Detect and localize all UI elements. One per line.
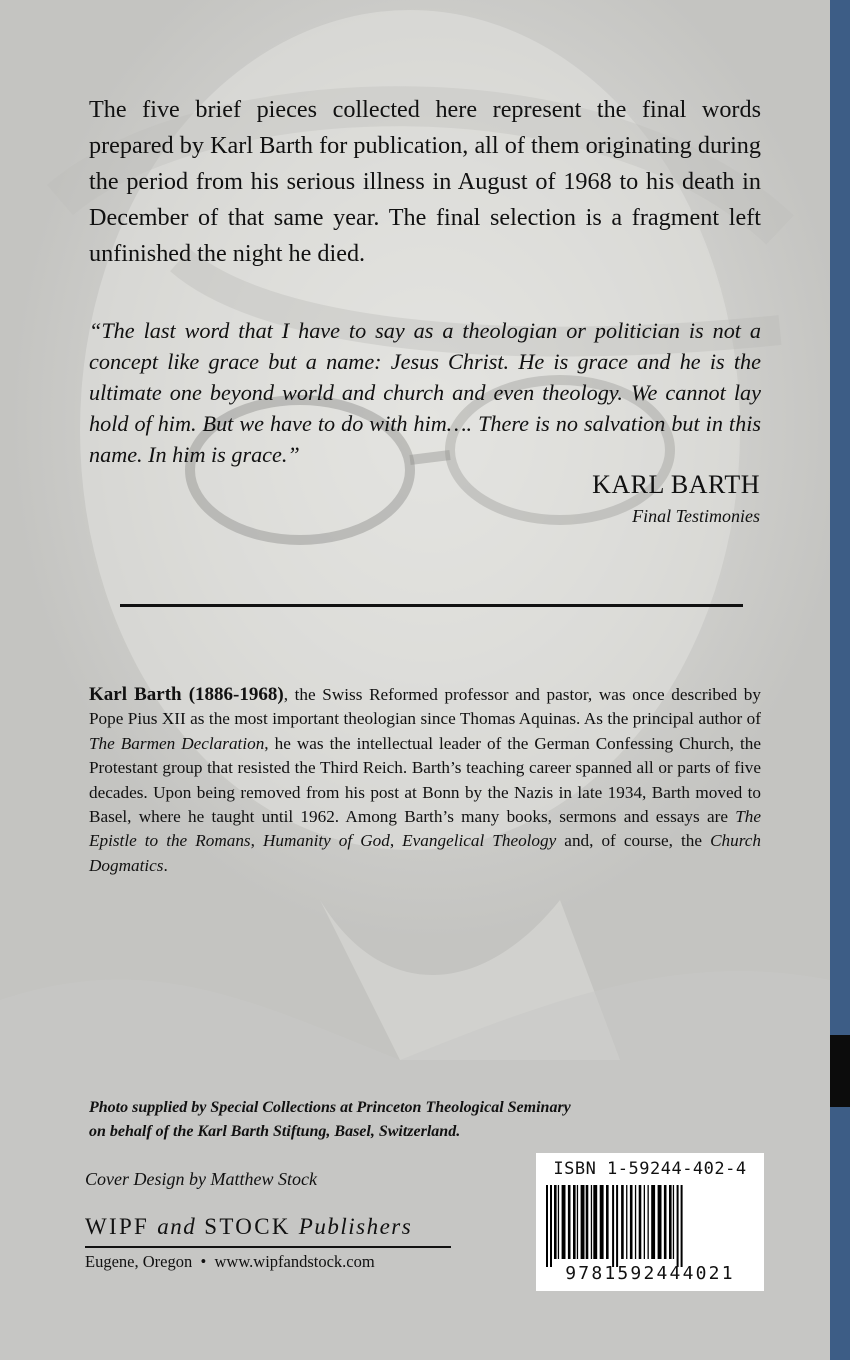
publisher-name [85,1214,412,1240]
author-bio [89,683,761,878]
bio-text: , [250,831,263,851]
barth-quote: “The last word that I have to say as a theologian or politician is not a concept like grace but a name: Jesus Christ. He is grace and he is the ultimate one beyond world and church and even theology. We cannot lay hold of him. But we have to do with him…. There is no salvation but in this name. In him is grace.” [89,318,761,467]
publisher-location: Eugene, Oregon • www.wipfandstock.com [85,1252,375,1271]
barcode-bar [669,1185,672,1259]
barcode-bar [626,1185,627,1259]
barcode-bar [658,1185,662,1259]
barcode-bar [648,1185,649,1259]
cover-design-credit: Cover Design by Matthew Stock [85,1169,317,1189]
barcode-bar [630,1185,633,1259]
intro-paragraph: The five brief pieces collected here represent the final words prepared by Karl Barth for publication, all of them originating during the period from his serious illness in August of 1968 to his death in December of that same year. The final selection is a fragment left unfinished the night he died. [89,96,761,267]
bio-text: , he was the intellectual leader of the German Confessing Church, the Protestant group that resisted the Third Reich. Barth’s teaching career spanned all or parts of five decades. Upon being removed from his post at Bonn by the Nazis in late 1934, Barth moved to Basel, where he taught until 1962. Among Barth’s many books, sermons and essays are [89,733,761,827]
section-divider [120,604,743,607]
isbn-label: ISBN 1-59244-402-4 [553,1159,747,1179]
barcode-bar [568,1185,571,1259]
photo-credit-line: on behalf of the Karl Barth Stiftung, Basel, Switzerland. [89,1123,461,1140]
photo-credit [89,1096,689,1144]
bio-text: and, of course, the [556,831,711,851]
barcode-bar [681,1185,683,1267]
barcode-bar [606,1185,609,1259]
publisher-word: WIPF [85,1214,158,1239]
barcode-bar [677,1185,679,1267]
barcode-bar [581,1185,585,1259]
barcode-bar [621,1185,624,1259]
bio-title: Evangelical Theology [402,831,557,851]
bio-text: , [389,831,403,851]
spine-mark [830,1035,850,1107]
barcode-bar [635,1185,636,1259]
barcode-bar [558,1185,559,1259]
barcode-bar [639,1185,642,1259]
quote-attribution-work: Final Testimonies [632,506,760,526]
barcode-bar [562,1185,566,1259]
bio-title: Humanity of God [262,831,390,851]
publisher-word: Publishers [298,1214,413,1239]
bio-text: , the Swiss Reformed professor and pastor, was once described by Pope Pius XII as the most important theologian since Thomas Aquinas. As the principal author of [89,685,761,729]
barcode-bar [664,1185,667,1259]
quote-attribution-name: KARL BARTH [592,470,760,499]
spine-edge [830,0,850,1360]
barcode-bar [550,1185,552,1267]
barcode-bar [593,1185,597,1259]
barcode-bars [544,1185,756,1267]
barcode-bar [673,1185,674,1259]
barcode-bar [644,1185,645,1259]
barcode-bar [546,1185,548,1267]
publisher-word: STOCK [196,1214,299,1239]
barcode-bar [586,1185,589,1259]
barcode-bar [616,1185,618,1267]
bio-title: The Epistle to the Romans [89,807,761,851]
barcode-bar [577,1185,578,1259]
publisher-underline [85,1246,451,1248]
publisher-word: and [157,1214,197,1239]
barcode-block [536,1153,764,1291]
photo-credit-line: Photo supplied by Special Collections at Princeton Theological Seminary [89,1099,571,1116]
bio-title: The Barmen Declaration [89,733,265,753]
bio-title: Church Dogmatics [89,831,762,875]
barcode-bar [573,1185,576,1259]
ean-number: 9781592444021 [565,1263,735,1284]
bio-author-name: Karl Barth (1886-1968) [89,684,284,705]
barcode-bar [591,1185,592,1259]
bio-text: . [163,855,168,875]
barcode-bar [612,1185,614,1267]
barcode-bar [600,1185,604,1259]
barcode-bar [651,1185,655,1259]
barcode-bar [554,1185,557,1259]
